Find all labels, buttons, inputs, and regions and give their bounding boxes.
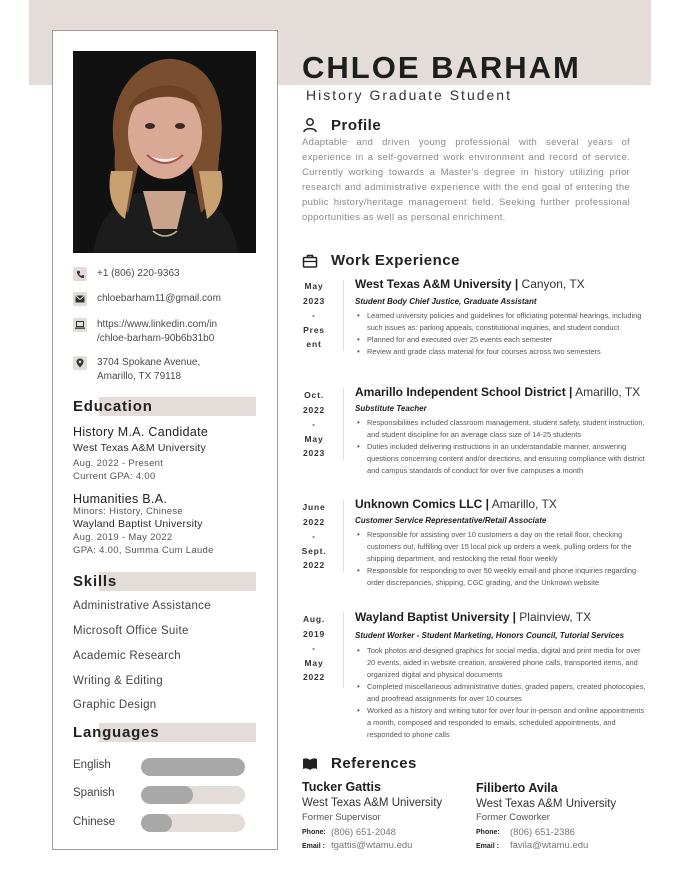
job-date-part: May [304,657,324,668]
skills-heading-bar [99,572,256,591]
timeline-divider [343,612,344,688]
language-level-fill [141,786,193,804]
job-org-name: Amarillo Independent School District | [355,385,573,399]
timeline-divider [343,500,344,572]
job-bullet: • Responsible for responding to over 50 weekly email and phone inquiries regarding order discrepancies, shipping, CGC grading, and the Unknown website [357,565,649,589]
job-role: Substitute Teacher [355,404,427,413]
reference-organization: West Texas A&M University [476,798,617,810]
education-school-2: Wayland Baptist University [73,518,203,530]
job-org-name: West Texas A&M University | [355,277,519,291]
person-icon [302,117,318,133]
skill-item: Microsoft Office Suite [73,625,189,637]
language-level-bar [141,758,245,776]
profile-photo [73,51,256,253]
job-date-part: 2023 [302,295,326,306]
reference-name: Tucker Gattis [302,780,381,794]
reference-email[interactable]: tgattis@wtamu.edu [331,840,413,851]
skills-heading-text: Skills [73,573,117,590]
job-location: Amarillo, TX [489,497,557,511]
job-date-part: 2022 [302,560,326,570]
reference-organization: West Texas A&M University [302,797,443,809]
language-level-bar [141,814,245,832]
job-role: Student Worker - Student Marketing, Honors Council, Tutorial Services [355,631,625,640]
job-location: Plainview, TX [515,610,592,624]
job-date-part: 2022 [302,672,326,682]
reference-role: Former Supervisor [302,812,381,823]
job-date [294,500,334,573]
job-date-part: - [312,643,316,653]
job-location: Amarillo, TX [572,385,641,399]
job-organization [355,497,557,511]
language-label: English [73,759,111,771]
phone-number: +1 (806) 220-9363 [97,268,180,279]
language-label: Spanish [73,787,115,799]
skill-item: Administrative Assistance [73,600,211,612]
linkedin-url-line2: /chloe-barham-90b6b31b0 [97,333,215,344]
job-date-part: May [304,281,324,291]
education-minors-2: Minors: History, Chinese [73,506,183,517]
job-date [294,279,334,352]
job-location: Canyon, TX [518,277,585,291]
education-degree-1: History M.A. Candidate [73,425,209,439]
education-school-1: West Texas A&M University [73,442,206,454]
job-date-part: 2022 [302,404,326,415]
job-bullet: • Planned for and executed over 25 events each semester [357,334,649,346]
job-date-part: Sept. [301,545,327,556]
education-gpa-2: GPA: 4.00, Summa Cum Laude [73,545,214,556]
job-date-part: 2019 [302,628,326,639]
job-organization [355,610,591,624]
reference-phone-label: Phone: [302,829,326,836]
job-organization [355,385,640,399]
references-heading: References [331,755,417,772]
education-heading-text: Education [73,398,153,415]
job-organization [355,277,585,291]
timeline-divider [343,388,344,460]
profile-photo-illustration [73,51,256,253]
job-bullet: • Responsibilities included classroom management, student safety, student instruction, and student discipline for an average class size of 14-25 students [357,417,649,441]
job-bullet-list [357,645,649,741]
skill-item: Academic Research [73,650,182,662]
language-level-bar [141,786,245,804]
job-date-part: Pres [303,324,325,335]
job-bullet: • Review and grade class material for four courses across two semesters [357,346,649,358]
contact-linkedin [73,318,217,346]
reference-phone: (806) 651-2386 [510,827,575,838]
job-date-part: Aug. [302,614,326,624]
profile-heading: Profile [331,117,382,134]
work-experience-heading: Work Experience [331,252,460,269]
contact-address [73,356,200,384]
languages-heading-text: Languages [73,724,160,741]
job-org-name: Wayland Baptist University | [355,610,516,624]
language-level-fill [141,814,172,832]
job-date [294,612,334,685]
linkedin-url[interactable] [97,318,217,346]
reference-phone-label: Phone: [476,829,500,836]
skills-heading [73,572,256,591]
job-date-part: Oct. [304,390,324,400]
candidate-name: CHLOE BARHAM [302,50,581,85]
job-bullet: • Learned university policies and guidelines for officiating potential hearings, including such issues as: parking appeals, constitutional inquiries, and student conduct [357,310,649,334]
reference-email-label: Email : [302,843,325,850]
job-date-part: - [312,310,316,320]
education-gpa-1: Current GPA: 4.00 [73,471,156,482]
laptop-icon [73,318,87,332]
reference-name: Filiberto Avila [476,781,558,795]
job-date-part: 2023 [302,448,326,458]
job-bullet-list [357,529,649,589]
contact-email [73,292,221,306]
reference-phone: (806) 651-2048 [331,827,396,838]
profile-summary: Adaptable and driven young professional with several years of experience in a self-governed work environment and record of service. Currently working towards a Master's degree in history utilizing prior research and administrative experience with the end goal of entering the public history/heritage management field. Seeking further professional opportunities as well as personal enrichment. [302,137,630,223]
job-role: Customer Service Representative/Retail Associate [355,516,547,525]
job-date-part: - [312,419,316,429]
job-bullet-list [357,417,649,477]
job-date-part: ent [306,339,322,349]
timeline-divider [343,280,344,351]
job-date-part: May [304,433,324,444]
reference-email-label: Email : [476,843,499,850]
address-line2: Amarillo, TX 79118 [97,371,182,382]
linkedin-url-line1: https://www.linkedin.com/in [97,319,218,330]
education-dates-1: Aug. 2022 - Present [73,458,164,469]
language-label: Chinese [73,816,116,828]
book-icon [302,756,318,772]
job-bullet: • Responsible for assisting over 10 customers a day on the retail floor, checking customers out, fulfilling over 15 local pick up orders a week, pulling orders for the shipping department, and restocking the retail floor weekly [357,529,649,565]
email-address[interactable]: chloebarham11@gmail.com [97,293,221,304]
skill-item: Writing & Editing [73,675,163,687]
reference-email[interactable]: favila@wtamu.edu [510,840,589,851]
contact-phone [73,267,180,281]
language-level-fill [141,758,245,776]
skill-item: Graphic Design [73,699,157,711]
job-bullet: • Took photos and designed graphics for social media, digital and print media for over 20 events, aided in website creation, answered phone calls, transported items, and organized digital and physical documents [357,645,649,681]
job-role: Student Body Chief Justice, Graduate Assistant [355,297,537,306]
education-heading [73,397,256,416]
reference-role: Former Coworker [476,812,550,823]
job-bullet: • Completed miscellaneous administrative duties, graded papers, created photocopies, and proofread assignments for over 10 courses [357,681,649,705]
job-org-name: Unknown Comics LLC | [355,497,490,511]
mail-icon [73,292,87,306]
job-date-part: - [312,531,316,541]
job-bullet: • Worked as a history and writing tutor for over four in-person and online appointments a month, composed and responded to emails, scheduled appointments, and responded to phone calls [357,705,649,741]
postal-address [97,356,200,384]
job-date [294,388,334,461]
education-degree-2: Humanities B.A. [73,492,168,506]
candidate-title: History Graduate Student [306,87,512,103]
job-bullet: • Duties included delivering instructions in an understandable manner, answering questions concerning content and/or directions, and ensuring compliance with district and campus standards of conduct for over five campuses a month [357,441,649,477]
phone-icon [73,267,87,281]
job-date-part: 2022 [302,516,326,527]
education-dates-2: Aug. 2019 - May 2022 [73,532,173,543]
address-line1: 3704 Spokane Avenue, [97,357,201,368]
briefcase-icon [302,253,318,269]
languages-heading [73,723,256,742]
location-pin-icon [73,356,87,370]
job-date-part: June [302,502,326,512]
job-bullet-list [357,310,649,358]
